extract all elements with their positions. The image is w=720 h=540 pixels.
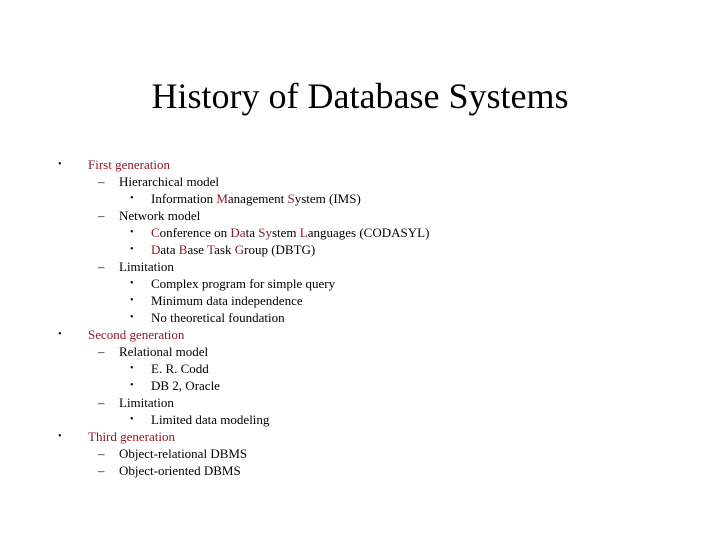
highlight-run: Da [230,225,246,240]
dash-icon: – [98,208,105,223]
list-item [0,156,720,173]
list-item [0,207,720,224]
list-item [0,343,720,360]
bullet-list [0,156,720,479]
bullet-icon: • [130,227,134,238]
highlight-run: T [207,242,215,257]
list-item [0,360,720,377]
sub-item-label: Limitation [119,259,174,274]
list-item [0,173,720,190]
list-item [0,190,720,207]
detail-item-label [151,224,429,241]
dash-icon: – [98,259,105,274]
text-run: roup (DBTG) [244,242,316,257]
generation-heading: Second generation [88,327,185,342]
bullet-icon: • [130,414,134,425]
bullet-icon: • [58,329,62,340]
list-item [0,394,720,411]
detail-item-label [151,241,315,258]
highlight-run: B [178,242,188,257]
list-item [0,445,720,462]
highlight-run: D [151,242,161,257]
detail-item-label: Minimum data independence [151,293,303,308]
detail-item-label: No theoretical foundation [151,310,285,325]
generation-heading: First generation [88,157,170,172]
list-item [0,292,720,309]
list-item [0,258,720,275]
text-run: anguages (CODASYL) [307,225,430,240]
highlight-run: S [287,191,295,206]
slide-title: History of Database Systems [151,76,569,116]
highlight-run: Sy [258,225,272,240]
text-run: ask [214,242,235,257]
list-item [0,326,720,343]
sub-item-label: Limitation [119,395,174,410]
sub-item-label: Object-relational DBMS [119,446,248,461]
bullet-icon: • [130,244,134,255]
text-run: ystem (IMS) [294,191,361,206]
dash-icon: – [98,463,105,478]
bullet-icon: • [130,380,134,391]
list-item [0,224,720,241]
sub-item-label: Relational model [119,344,209,359]
sub-item-label: Hierarchical model [119,174,219,189]
text-run: Information [151,191,217,206]
text-run: ase [187,242,208,257]
bullet-icon: • [130,295,134,306]
highlight-run: C [151,225,160,240]
generation-heading: Third generation [88,429,175,444]
dash-icon: – [98,174,105,189]
highlight-run: G [234,242,245,257]
dash-icon: – [98,344,105,359]
text-run: stem [271,225,300,240]
highlight-run: L [299,225,308,240]
sub-item-label: Network model [119,208,201,223]
detail-item-label: E. R. Codd [151,361,209,376]
bullet-icon: • [130,278,134,289]
bullet-icon: • [130,363,134,374]
detail-item-label: Limited data modeling [151,412,270,427]
text-run: anagement [227,191,288,206]
bullet-icon: • [130,312,134,323]
highlight-run: M [216,191,228,206]
bullet-icon: • [130,193,134,204]
list-item [0,411,720,428]
sub-item-label: Object-oriented DBMS [119,463,241,478]
detail-item-label: Complex program for simple query [151,276,336,291]
bullet-icon: • [58,159,62,170]
list-item [0,309,720,326]
bullet-icon: • [58,431,62,442]
detail-item-label [151,190,361,207]
text-run: onference on [159,225,231,240]
text-run: ata [160,242,179,257]
dash-icon: – [98,395,105,410]
list-item [0,377,720,394]
list-item [0,275,720,292]
detail-item-label: DB 2, Oracle [151,378,220,393]
dash-icon: – [98,446,105,461]
list-item [0,462,720,479]
list-item [0,428,720,445]
list-item [0,241,720,258]
text-run: ta [245,225,259,240]
